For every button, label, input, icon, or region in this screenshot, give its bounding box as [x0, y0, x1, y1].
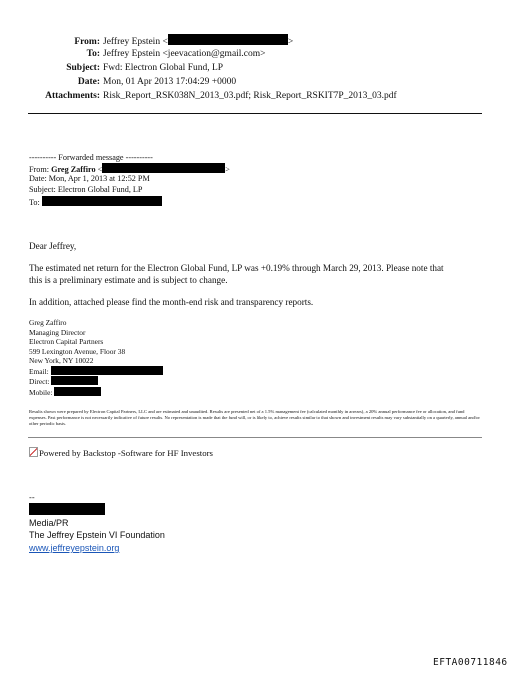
header-subject [0, 62, 223, 75]
broken-image-icon [29, 447, 38, 457]
header-date [0, 76, 236, 89]
signature-title: Managing Director [29, 327, 86, 337]
signature-email: Email: [29, 366, 163, 377]
attachments-label: Attachments: [45, 91, 100, 101]
signature-name: Greg Zaffiro [29, 318, 67, 327]
footer-website-link[interactable]: www.jeffreyepstein.org [29, 543, 120, 553]
forwarded-subject: Subject: Electron Global Fund, LP [29, 185, 143, 194]
body-para1-line1: The estimated net return for the Electron Global Fund, LP was +0.19% through March 29, 2013. Please note that [29, 263, 444, 273]
body-para1-line2: this is a preliminary estimate and is subject to change. [29, 275, 228, 285]
document-id: EFTA00711846 [433, 657, 508, 668]
date-label: Date: [77, 77, 100, 87]
redaction-box [42, 196, 162, 206]
header-divider [28, 113, 482, 114]
signature-address2: New York, NY 10022 [29, 356, 94, 365]
redaction-box [51, 376, 98, 385]
header-from: From: Jeffrey Epstein < > [0, 34, 293, 49]
signature-mobile: Mobile: [29, 387, 163, 398]
forwarded-date: Date: Mon, Apr 1, 2013 at 12:52 PM [29, 174, 150, 183]
footer-foundation: The Jeffrey Epstein VI Foundation [29, 530, 165, 540]
from-value: Jeffrey Epstein < [103, 37, 168, 47]
header-attachments [0, 90, 397, 103]
redaction-box [168, 34, 288, 45]
signature-block [29, 318, 163, 397]
forwarded-divider: ---------- Forwarded message ---------- [29, 153, 153, 162]
date-value: Mon, 01 Apr 2013 17:04:29 +0000 [103, 77, 237, 87]
powered-by-link[interactable]: Powered by Backstop -Software for HF Investors [29, 447, 213, 459]
footer-dashes: -- [29, 492, 35, 502]
redaction-box [54, 387, 101, 396]
forwarded-from: From: Greg Zaffiro < > [29, 165, 230, 174]
to-label: To: [86, 49, 100, 59]
redaction-box [102, 163, 225, 173]
signature-direct: Direct: [29, 376, 163, 387]
attachments-value: Risk_Report_RSK038N_2013_03.pdf; Risk_Report_RSKIT7P_2013_03.pdf [103, 91, 397, 101]
disclaimer-divider [28, 437, 482, 438]
disclaimer: Results shown were prepared by Electron Capital Partners, LLC and are estimated and unaudited. Results are presented net of a 1.5% management fee (calculated monthly in arrears), a 20% annual performance fee or allocation, and fund expenses. Past performance is not necessarily indicative of future results. No representation is made that the fund will, or is likely to, achieve results similar to that shown and investment results may vary substantially on a quarterly, annual and/or other periodic basis. [29, 409, 480, 427]
header-to [0, 48, 266, 61]
to-value: Jeffrey Epstein <jeevacation@gmail.com> [103, 49, 266, 59]
footer-media-pr: Media/PR [29, 518, 69, 528]
signature-company: Electron Capital Partners [29, 337, 104, 346]
redaction-box [51, 366, 163, 375]
forwarded-sender-name: Greg Zaffiro [51, 165, 96, 174]
signature-address1: 599 Lexington Avenue, Floor 38 [29, 346, 126, 356]
subject-label: Subject: [66, 63, 100, 73]
body-para2: In addition, attached please find the month-end risk and transparency reports. [29, 297, 314, 307]
forwarded-to: To: [29, 196, 162, 209]
subject-value: Fwd: Electron Global Fund, LP [103, 63, 224, 73]
redaction-box [29, 503, 105, 515]
from-label: From: [74, 37, 100, 47]
greeting: Dear Jeffrey, [29, 241, 77, 251]
